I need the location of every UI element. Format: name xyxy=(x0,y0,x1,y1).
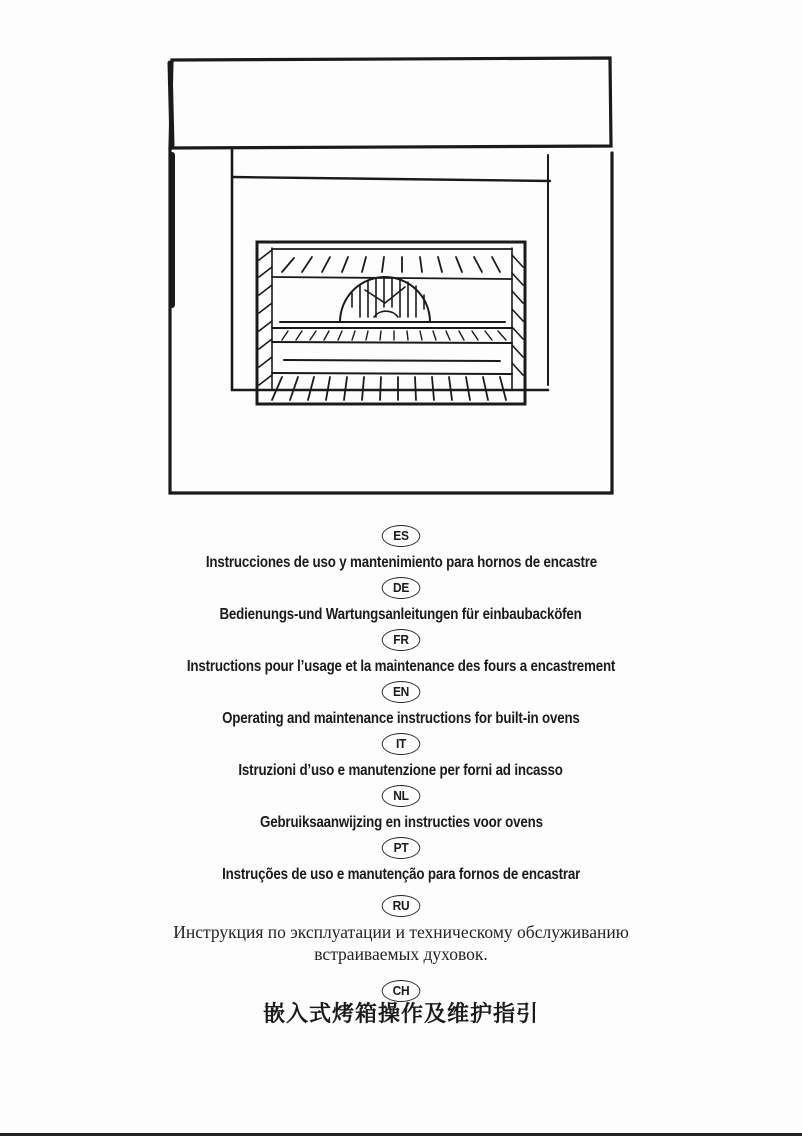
title-pt: Instruções de uso e manutenção para fornos de encastrar xyxy=(222,866,580,883)
title-en: Operating and maintenance instructions for built-in ovens xyxy=(222,710,580,727)
language-badge: DE xyxy=(382,577,421,599)
title-ru-line1: Инструкция по эксплуатации и техническому обслуживанию xyxy=(173,922,629,942)
language-section-pt xyxy=(0,837,802,885)
title-it: Istruzioni d’uso e manutenzione per forni ad incasso xyxy=(238,762,564,779)
language-section-de xyxy=(0,577,802,625)
title-ch: 嵌入式烤箱操作及维护指引 xyxy=(262,1002,539,1027)
language-section-es xyxy=(0,525,802,573)
language-badge: FR xyxy=(382,629,421,651)
title-de: Bedienungs-und Wartungsanleitungen für einbaubacköfen xyxy=(219,606,583,623)
language-badge: PT xyxy=(382,837,421,859)
language-badge: IT xyxy=(382,733,421,755)
oven-illustration-icon xyxy=(160,45,620,505)
language-section-fr xyxy=(0,629,802,677)
language-section-it xyxy=(0,733,802,781)
language-badge: NL xyxy=(382,785,421,807)
language-badge: CH xyxy=(382,980,421,1002)
language-section-en xyxy=(0,681,802,729)
language-badge: ES xyxy=(382,525,421,547)
language-section-nl xyxy=(0,785,802,833)
title-ru-line2: встраиваемых духовок. xyxy=(314,944,488,964)
language-section-ch xyxy=(0,980,802,1028)
title-fr: Instructions pour l’usage et la maintenance des fours a encastrement xyxy=(186,658,616,675)
language-badge: RU xyxy=(382,895,421,917)
language-section-ru xyxy=(0,895,802,965)
title-nl: Gebruiksaanwijzing en instructies voor ovens xyxy=(259,814,543,831)
language-badge: EN xyxy=(382,681,421,703)
title-es: Instrucciones de uso y mantenimiento para hornos de encastre xyxy=(205,554,597,571)
